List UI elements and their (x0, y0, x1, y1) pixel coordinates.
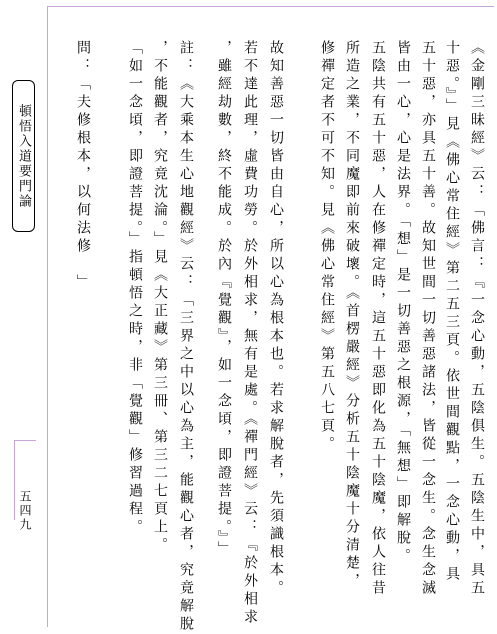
text-column: 所造之業，不同魔即前來破壞。《首楞嚴經》分析五十陰魔十分清楚， (344, 40, 360, 591)
text-column: ，不能觀者，究竟沈淪。」見《大正藏》第三冊、第三二七頁上。 (152, 40, 168, 555)
text-column: 故知善惡一切皆由自心，所以心為根本也。若求解脫者，先須識根本。 (268, 40, 284, 598)
text-column: 若不達此理，虛費功勞。於外相求，無有是處。《禪門經》云：『於外相求 (242, 40, 258, 627)
text-column: 修禪定者不可不知。見《佛心常住經》第五八七頁。 (319, 40, 335, 454)
text-column: 五十惡，亦具五十善。故知世間一切善惡諸法，皆從一念生。念生念滅 (420, 40, 436, 598)
text-column: 五陰共有五十惡，人在修禪定時，這五十惡即化為五十陰魔，依人往昔 (370, 40, 386, 598)
text-column: 皆由一心，心是法界。「想」是一切善惡之根源，「無想」即解脫。 (395, 40, 411, 566)
text-column: 「如一念頃，即證菩提。」指頓悟之時，非「覺觀」修習過程。 (127, 40, 143, 537)
book-title-label: 頓悟入道要門論 (12, 80, 35, 232)
page-number: 五四九 (18, 490, 32, 532)
text-column: ，雖經劫數，終不能成。於內『覺觀』，如一念頃，即證菩提。』」 (216, 40, 232, 559)
text-column: 註：《大乘本生心地觀經》云：「三界之中以心為主，能觀心者，究竟解脫 (178, 40, 194, 634)
text-column: 十惡。』」見《佛心常住經》第二五三頁。依世間觀點，一念心動，具 (444, 40, 460, 584)
text-column: 《金剛三昧經》云：「佛言：『一念心動，五陰俱生。五陰生中，具五 (469, 40, 485, 598)
text-column: 問：「夫修根本，以何法修 」 (75, 40, 91, 292)
